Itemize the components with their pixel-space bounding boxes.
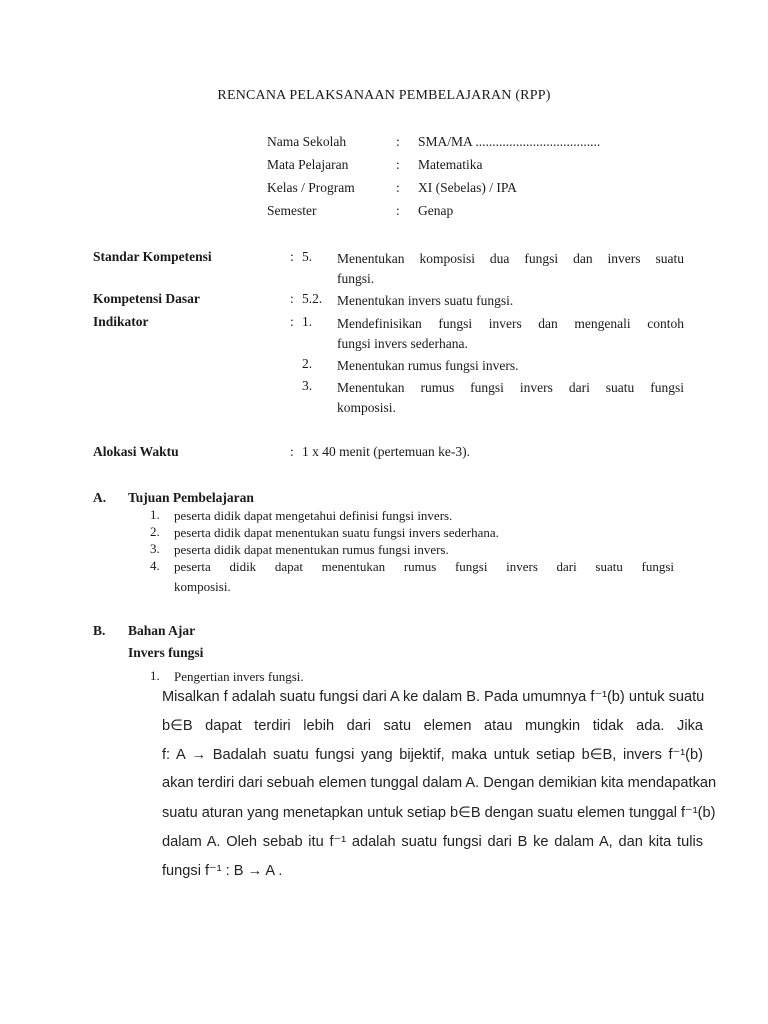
indikator-row-3 xyxy=(0,378,768,415)
colon: : xyxy=(290,444,294,459)
text-line: peserta didik dapat menentukan rumus fungsi invers dari suatu fungsi xyxy=(174,559,674,574)
section-title: Tujuan Pembelajaran xyxy=(128,490,254,505)
standar-kompetensi-label: Standar Kompetensi xyxy=(93,249,212,264)
identity-key: Nama Sekolah xyxy=(267,134,347,149)
indikator-row-2 xyxy=(0,356,768,376)
identity-value: SMA/MA ..................................... xyxy=(418,134,601,149)
kompetensi-dasar-row xyxy=(0,291,768,311)
identity-key: Mata Pelajaran xyxy=(267,157,349,172)
text-line: Mendefinisikan fungsi invers dan mengenali contoh xyxy=(337,316,684,331)
section-title: Bahan Ajar xyxy=(128,623,196,638)
standar-kompetensi-text xyxy=(337,249,684,289)
text-line: Menentukan komposisi dua fungsi dan invers suatu xyxy=(337,251,684,266)
identity-key: Semester xyxy=(267,203,317,218)
identity-row-school xyxy=(0,134,768,154)
indikator-item: Menentukan rumus fungsi invers. xyxy=(337,358,519,373)
identity-colon: : xyxy=(396,157,400,172)
paragraph-line: fungsi f⁻¹ : B → A . xyxy=(162,863,283,879)
identity-colon: : xyxy=(396,134,400,149)
item-number: 5. xyxy=(302,249,313,264)
kompetensi-dasar-text: Menentukan invers suatu fungsi. xyxy=(337,293,514,308)
section-letter: B. xyxy=(93,623,106,638)
list-number: 1. xyxy=(150,668,160,683)
alokasi-waktu-row xyxy=(0,444,768,464)
section-letter: A. xyxy=(93,490,107,505)
list-item xyxy=(0,558,768,594)
item-number: 5.2. xyxy=(302,291,323,306)
list-text: Pengertian invers fungsi. xyxy=(174,669,304,684)
identity-row-subject xyxy=(0,157,768,177)
identity-row-semester xyxy=(0,203,768,223)
indikator-item xyxy=(337,378,684,418)
list-number: 1. xyxy=(150,507,160,522)
text-line: Menentukan rumus fungsi invers dari suatu fungsi xyxy=(337,380,684,395)
paragraph-line: dalam A. Oleh sebab itu f⁻¹ adalah suatu fungsi dari B ke dalam A, dan kita tulis xyxy=(162,834,703,850)
item-number: 3. xyxy=(302,378,313,393)
alokasi-waktu-text: 1 x 40 menit (pertemuan ke-3). xyxy=(302,444,470,459)
paragraph-line: Misalkan f adalah suatu fungsi dari A ke dalam B. Pada umumnya f⁻¹(b) untuk suatu xyxy=(162,689,705,705)
colon: : xyxy=(290,291,294,306)
list-number: 3. xyxy=(150,541,160,556)
standar-kompetensi-row xyxy=(0,249,768,286)
indikator-item xyxy=(337,314,684,354)
list-item xyxy=(0,668,768,688)
list-number: 4. xyxy=(150,558,160,573)
identity-value: Matematika xyxy=(418,157,483,172)
alokasi-waktu-label: Alokasi Waktu xyxy=(93,444,179,459)
document-title: RENCANA PELAKSANAAN PEMBELAJARAN (RPP) xyxy=(217,88,551,103)
colon: : xyxy=(290,249,294,264)
colon: : xyxy=(290,314,294,329)
text-line: fungsi invers sederhana. xyxy=(337,336,468,351)
text-line: komposisi. xyxy=(337,400,396,415)
text-line: komposisi. xyxy=(174,579,231,594)
identity-value: XI (Sebelas) / IPA xyxy=(418,180,517,195)
identity-colon: : xyxy=(396,180,400,195)
list-number: 2. xyxy=(150,524,160,539)
paragraph-line: b∈B dapat terdiri lebih dari satu elemen atau mungkin tidak ada. Jika xyxy=(162,718,703,734)
paragraph-line: akan terdiri dari sebuah elemen tunggal dalam A. Dengan demikian kita mendapatkan xyxy=(162,775,717,791)
paragraph-line: suatu aturan yang menetapkan untuk setiap b∈B dengan suatu elemen tunggal f⁻¹(b) xyxy=(162,805,716,821)
text-line: fungsi. xyxy=(337,271,375,286)
list-text: peserta didik dapat mengetahui definisi fungsi invers. xyxy=(174,508,453,523)
subheading-row xyxy=(0,645,768,665)
section-b-heading xyxy=(0,623,768,643)
list-text: peserta didik dapat menentukan rumus fungsi invers. xyxy=(174,542,449,557)
list-text: peserta didik dapat menentukan suatu fungsi invers sederhana. xyxy=(174,525,499,540)
subheading: Invers fungsi xyxy=(128,645,204,660)
identity-key: Kelas / Program xyxy=(267,180,355,195)
identity-value: Genap xyxy=(418,203,454,218)
indikator-label: Indikator xyxy=(93,314,149,329)
identity-row-class xyxy=(0,180,768,200)
kompetensi-dasar-label: Kompetensi Dasar xyxy=(93,291,200,306)
list-text xyxy=(174,558,674,595)
paragraph-line: f: A → Badalah suatu fungsi yang bijektif, maka untuk setiap b∈B, invers f⁻¹(b) xyxy=(162,747,703,763)
indikator-row xyxy=(0,314,768,351)
item-number: 1. xyxy=(302,314,313,329)
identity-colon: : xyxy=(396,203,400,218)
item-number: 2. xyxy=(302,356,313,371)
